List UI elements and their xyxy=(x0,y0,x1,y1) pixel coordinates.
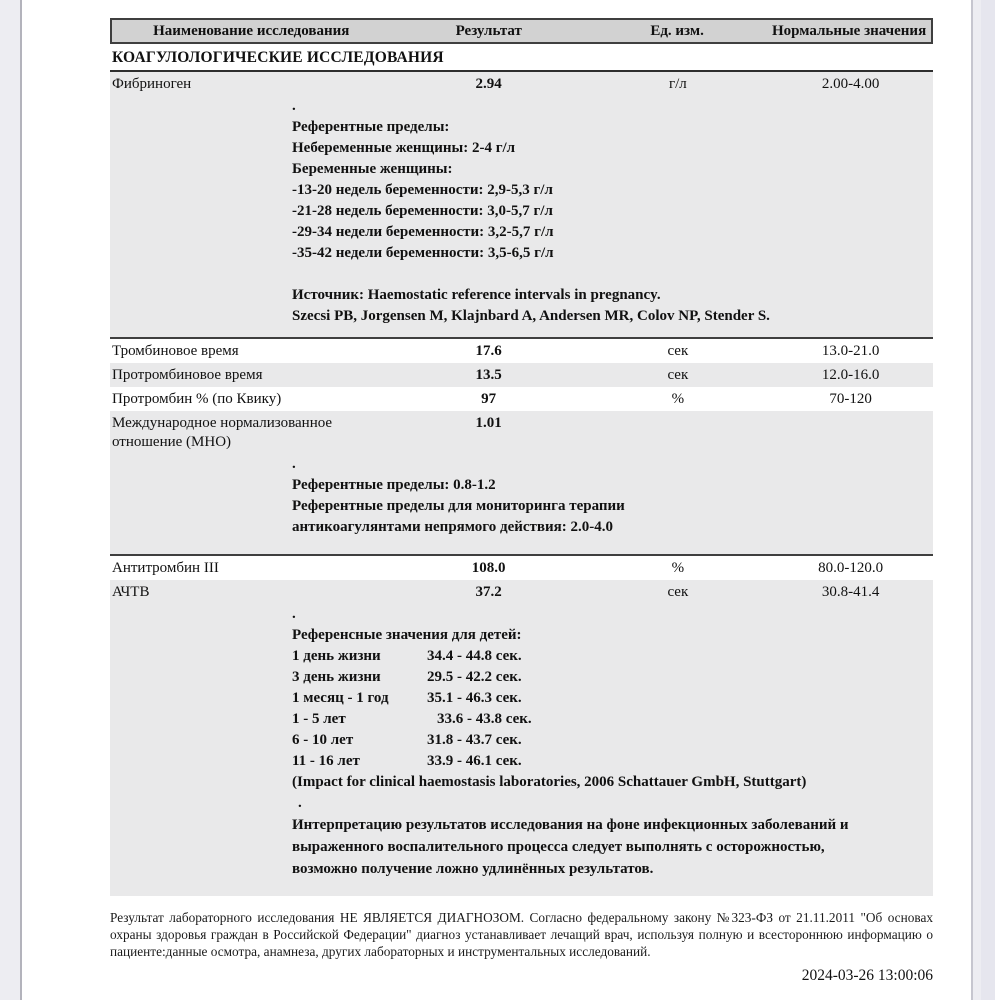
interpretation-line: выраженного воспалительного процесса следует выполнять с осторожностью, xyxy=(292,839,825,855)
test-result: 2.94 xyxy=(475,76,502,92)
impact-note: (Impact for clinical haemostasis laboratories, 2006 Schattauer GmbH, Stuttgart) xyxy=(292,774,807,790)
column-header-result: Результат xyxy=(455,22,522,39)
age-label: 6 - 10 лет xyxy=(292,732,354,748)
interpretation-note xyxy=(292,814,933,880)
note-line: Референсные значения для детей: xyxy=(292,627,522,643)
column-header-normal: Нормальные значения xyxy=(771,22,927,39)
test-result: 17.6 xyxy=(475,343,502,359)
age-label: 3 день жизни xyxy=(292,669,381,685)
test-normal-range: 2.00-4.00 xyxy=(821,76,880,92)
note-line: Небеременные женщины: 2-4 г/л xyxy=(292,140,516,156)
test-result: 97 xyxy=(481,391,497,407)
test-result: 108.0 xyxy=(471,560,506,576)
table-row xyxy=(110,72,933,96)
test-result: 13.5 xyxy=(475,367,502,383)
source-line: Источник: Haemostatic reference intervals in pregnancy. xyxy=(292,287,661,303)
note-line: . xyxy=(298,795,302,811)
note-line: . xyxy=(292,456,296,472)
test-unit: % xyxy=(671,560,685,576)
age-range: 33.9 - 46.1 сек. xyxy=(427,753,522,769)
age-range: 31.8 - 43.7 сек. xyxy=(427,732,522,748)
column-header-unit: Ед. изм. xyxy=(650,22,704,39)
age-label: 1 - 5 лет xyxy=(292,711,346,727)
test-name: Протромбин % (по Квику) xyxy=(112,391,282,407)
age-range: 33.6 - 43.8 сек. xyxy=(437,711,532,727)
interpretation-line: возможно получение ложно удлинённых результатов. xyxy=(292,861,654,877)
note-line: -29-34 недели беременности: 3,2-5,7 г/л xyxy=(292,224,554,240)
test-unit: % xyxy=(671,391,685,407)
note-line: -21-28 недель беременности: 3,0-5,7 г/л xyxy=(292,203,553,219)
note-line: . xyxy=(292,606,296,622)
children-range-row xyxy=(292,709,933,730)
interpretation-line: Интерпретацию результатов исследования на фоне инфекционных заболеваний и xyxy=(292,817,849,833)
age-range: 29.5 - 42.2 сек. xyxy=(427,669,522,685)
age-range: 34.4 - 44.8 сек. xyxy=(427,648,522,664)
age-range: 35.1 - 46.3 сек. xyxy=(427,690,522,706)
age-label: 1 день жизни xyxy=(292,648,381,664)
age-label: 11 - 16 лет xyxy=(292,753,360,769)
report-timestamp: 2024-03-26 13:00:06 xyxy=(801,967,933,985)
table-row xyxy=(110,387,933,411)
table-row xyxy=(110,411,933,454)
report-content xyxy=(110,18,933,985)
note-line: -13-20 недель беременности: 2,9-5,3 г/л xyxy=(292,182,553,198)
table-row xyxy=(110,580,933,604)
test-unit: сек xyxy=(667,343,689,359)
note-line: Беременные женщины: xyxy=(292,161,453,177)
note-line: . xyxy=(292,98,296,114)
test-unit xyxy=(587,414,768,452)
test-name: Международное нормализованное отношение (МНО) xyxy=(112,415,333,450)
note-line: -35-42 недели беременности: 3,5-6,5 г/л xyxy=(292,245,554,261)
disclaimer-text: Результат лабораторного исследования НЕ ЯВЛЯЕТСЯ ДИАГНОЗОМ. Согласно федеральному закону №323-ФЗ от 21.11.2011 "Об основах охраны здоровья граждан в Российской Федерации" диагноз устанавливает лечащий врач, используя полную и всестороннюю информацию о пациенте:данные осмотра, анамнеза, других лабораторных и инструментальных исследований. xyxy=(110,910,933,960)
note-spacer xyxy=(292,264,933,285)
test-normal-range: 70-120 xyxy=(829,391,872,407)
note-line: Референтные пределы: xyxy=(292,119,450,135)
test-unit: г/л xyxy=(668,76,687,92)
test-name: АЧТВ xyxy=(112,584,150,600)
test-name: Тромбиновое время xyxy=(112,343,239,359)
children-range-row xyxy=(292,688,933,709)
test-name: Антитромбин III xyxy=(112,560,219,576)
aptt-block xyxy=(110,580,933,896)
children-range-row xyxy=(292,646,933,667)
reference-notes xyxy=(292,604,933,880)
right-gutter xyxy=(981,0,995,1000)
inr-block xyxy=(110,411,933,556)
test-unit: сек xyxy=(667,367,689,383)
reference-notes xyxy=(292,96,933,327)
source-line: Szecsi PB, Jorgensen M, Klajnbard A, Andersen MR, Colov NP, Stender S. xyxy=(292,308,770,324)
fibrinogen-block xyxy=(110,72,933,339)
section-title: КОАГУЛОЛОГИЧЕСКИЕ ИССЛЕДОВАНИЯ xyxy=(110,44,933,72)
table-row xyxy=(110,556,933,580)
test-unit: сек xyxy=(667,584,689,600)
test-result: 37.2 xyxy=(475,584,502,600)
test-normal-range: 30.8-41.4 xyxy=(821,584,880,600)
test-normal-range: 12.0-16.0 xyxy=(821,367,880,383)
test-name: Фибриноген xyxy=(112,76,192,92)
children-range-row xyxy=(292,730,933,751)
children-range-row xyxy=(292,751,933,772)
reference-notes xyxy=(292,454,933,538)
note-line: Референтные пределы: 0.8-1.2 xyxy=(292,477,496,493)
report-page xyxy=(20,0,973,1000)
note-line: Референтные пределы для мониторинга терапии xyxy=(292,498,625,514)
test-normal-range xyxy=(768,414,933,452)
age-label: 1 месяц - 1 год xyxy=(292,690,389,706)
note-line: антикоагулянтами непрямого действия: 2.0-4.0 xyxy=(292,519,613,535)
table-row xyxy=(110,363,933,387)
table-row xyxy=(110,339,933,363)
table-header xyxy=(110,18,933,44)
test-result: 1.01 xyxy=(475,415,502,431)
children-range-row xyxy=(292,667,933,688)
column-header-name: Наименование исследования xyxy=(153,22,350,39)
test-name: Протромбиновое время xyxy=(112,367,263,383)
test-normal-range: 80.0-120.0 xyxy=(818,560,884,576)
test-normal-range: 13.0-21.0 xyxy=(821,343,880,359)
